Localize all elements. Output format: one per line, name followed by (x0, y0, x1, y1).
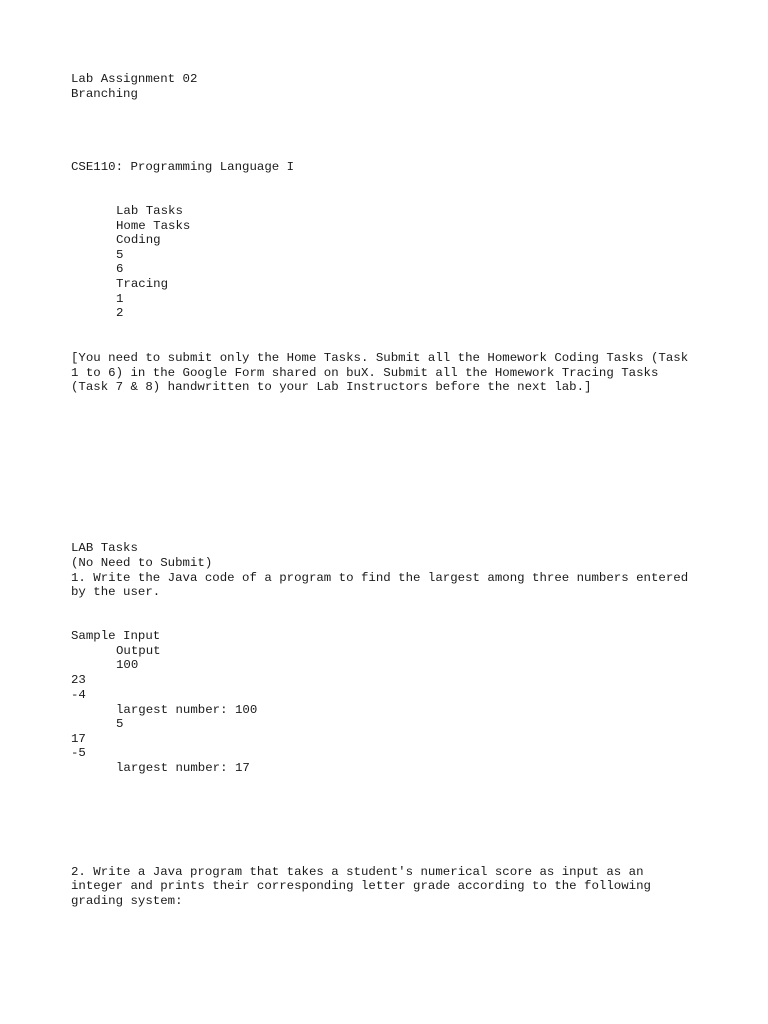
instruction-line: 1 to 6) in the Google Form shared on buX. Submit all the Homework Tracing Tasks (71, 366, 659, 380)
table-header-lab-tasks: Lab Tasks (116, 204, 183, 218)
sample-cell: 5 (116, 717, 124, 731)
title-line: Lab Assignment 02 (71, 72, 198, 86)
output-header: Output (116, 644, 161, 658)
table-cell-coding-home: 6 (116, 262, 124, 276)
sample-input-header: Sample Input (71, 629, 161, 643)
sample-cell: -4 (71, 688, 86, 702)
sample-cell: 23 (71, 673, 86, 687)
task2-line: grading system: (71, 894, 183, 908)
sample-output-cell: largest number: 100 (116, 703, 258, 717)
lab-tasks-heading: LAB Tasks (71, 541, 138, 555)
task1-line: by the user. (71, 585, 161, 599)
instruction-line: (Task 7 & 8) handwritten to your Lab Instructors before the next lab.] (71, 380, 592, 394)
lab-tasks-note: (No Need to Submit) (71, 556, 213, 570)
table-row-tracing-label: Tracing (116, 277, 169, 291)
table-cell-coding-lab: 5 (116, 248, 124, 262)
table-cell-tracing-home: 2 (116, 306, 124, 320)
task2-line: 2. Write a Java program that takes a student's numerical score as input as an (71, 865, 644, 879)
sample-cell: 100 (116, 658, 139, 672)
instruction-line: [You need to submit only the Home Tasks. Submit all the Homework Coding Tasks (Task (71, 351, 689, 365)
task2-line: integer and prints their corresponding letter grade according to the following (71, 879, 651, 893)
subtitle-line: Branching (71, 87, 138, 101)
task1-line: 1. Write the Java code of a program to find the largest among three numbers entered (71, 571, 689, 585)
sample-cell: -5 (71, 746, 86, 760)
course-name: CSE110: Programming Language I (71, 160, 295, 174)
sample-cell: 17 (71, 732, 86, 746)
sample-output-cell: largest number: 17 (116, 761, 250, 775)
table-row-coding-label: Coding (116, 233, 161, 247)
table-cell-tracing-lab: 1 (116, 292, 124, 306)
table-header-home-tasks: Home Tasks (116, 219, 191, 233)
